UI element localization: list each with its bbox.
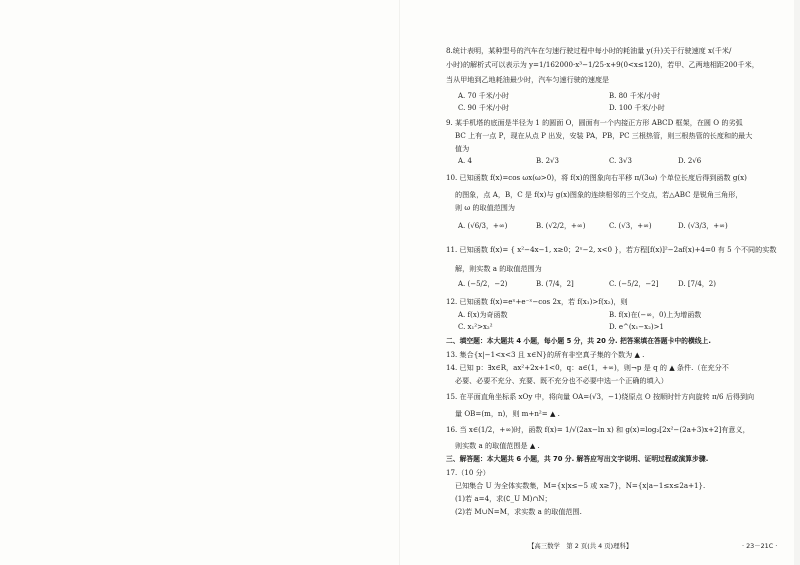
q16-line2: 则实数 a 的取值范围是 ▲ .: [455, 441, 540, 450]
q12-option-a: A. f(x)为奇函数: [458, 311, 508, 319]
q8-option-a: A. 70 千米/小时: [458, 92, 509, 100]
q12-option-b: B. f(x)在(−∞，0)上为增函数: [609, 311, 702, 319]
q17-line2: (1)若 a=4，求(∁_U M)∩N；: [455, 494, 552, 503]
q14-line2: 必要、必要不充分、充要、既不充分也不必要中选一个正确的填入）: [455, 376, 668, 385]
q10-option-c: C. (√3，+∞): [609, 222, 652, 230]
q8-line1: 8.统计表明，某种型号的汽车在匀速行驶过程中每小时的耗油量 y(升)关于行驶速度 x(千米/: [446, 46, 732, 55]
q11-line1: 11. 已知函数 f(x)= { x²−4x−1, x≥0；2ˣ−2, x<0 }，若方程[f(x)]²−2af(x)+4=0 有 5 个不同的实数: [446, 245, 777, 254]
q8-line2: 小时)的解析式可以表示为 y=1/162000·x³−1/25·x+9(0<x≤120)，若甲、乙两地相距200千米，: [446, 60, 759, 69]
q12-line1: 12. 已知函数 f(x)=eˣ+e⁻ˣ−cos 2x，若 f(x₁)>f(x₂)，则: [446, 297, 628, 306]
section3-heading: 三、解答题：本大题共 6 小题，共 70 分. 解答应写出文字说明、证明过程或演算步骤.: [446, 455, 709, 463]
q11-option-a: A. (−5/2，−2): [458, 280, 508, 288]
footer-code: · 23－21C ·: [742, 542, 778, 550]
q8-line3: 当从甲地到乙地耗油最少时，汽车匀速行驶的速度是: [446, 75, 610, 84]
page-fold: [399, 0, 400, 565]
q12-option-c: C. x₁²>x₂²: [458, 323, 493, 331]
q9-option-b: B. 2√3: [536, 157, 559, 165]
q9-option-c: C. 3√3: [609, 157, 632, 165]
q10-option-d: D. (√3/3，+∞): [678, 222, 728, 230]
q10-option-b: B. (√2/2，+∞): [536, 222, 586, 230]
section2-heading: 二、填空题：本大题共 4 小题，每小题 5 分，共 20 分. 把答案填在答题卡中的横线上.: [446, 337, 711, 345]
q10-option-a: A. (√6/3，+∞): [458, 222, 508, 230]
binding-edge: [794, 0, 800, 565]
q11-option-c: C. (−5/2，−2]: [609, 280, 659, 288]
q10-line3: 则 ω 的取值范围为: [455, 203, 515, 212]
q15-line2: 量 OB=(m，n)，则 m+n²= ▲ .: [455, 409, 560, 418]
q10-line1: 10. 已知函数 f(x)=cos ωx(ω>0)，将 f(x)的图象向右平移 π/(3ω) 个单位长度后得到函数 g(x): [446, 173, 747, 182]
q17-title: 17.（10 分）: [446, 468, 490, 477]
q17-line1: 已知集合 U 为全体实数集，M={x|x≤−5 或 x≥7}，N={x|a−1≤x≤2a+1}.: [455, 481, 706, 490]
q13-text: 13. 集合{x|−1<x<3 且 x∈N}的所有非空真子集的个数为 ▲ .: [446, 350, 645, 359]
q17-line3: (2)若 M∪N=M，求实数 a 的取值范围.: [455, 507, 582, 516]
q9-option-a: A. 4: [458, 157, 472, 165]
q8-option-b: B. 80 千米/小时: [609, 92, 661, 100]
q11-option-b: B. (7/4，2]: [536, 280, 574, 288]
q12-option-d: D. e^(x₁−x₂)>1: [609, 323, 664, 331]
footer-page-info: 【高三数学 第 2 页(共 4 页)理科】: [528, 542, 633, 550]
q9-line3: 值为: [455, 144, 470, 153]
q9-line1: 9. 某手机塔的底面是半径为 1 的圆面 O，圆面有一个内接正方形 ABCD 框架，在圆 O 的劣弧: [446, 118, 743, 127]
q11-option-d: D. [7/4，2): [678, 280, 716, 288]
q9-line2: BC 上有一点 P，现在从点 P 出发，安装 PA，PB，PC 三根热管，则三根热管的长度和的最大: [455, 131, 753, 140]
q8-option-c: C. 90 千米/小时: [458, 104, 510, 112]
q11-line2: 解，则实数 a 的取值范围为: [455, 264, 542, 273]
q8-option-d: D. 100 千米/小时: [609, 104, 665, 112]
q9-option-d: D. 2√6: [678, 157, 702, 165]
q10-line2: 的图象，点 A，B，C 是 f(x)与 g(x)图象的连续相邻的三个交点，若△ABC 是锐角三角形，: [455, 190, 743, 199]
q15-line1: 15. 在平面直角坐标系 xOy 中，将向量 OA=(√3，−1)绕原点 O 按顺时针方向旋转 π/6 后得到向: [446, 392, 755, 401]
q14-line1: 14. 已知 p：∃x∈R，ax²+2x+1<0，q：a∈(1，+∞)，则¬p 是 q 的 ▲ 条件.（在充分不: [446, 363, 729, 372]
q16-line1: 16. 当 x∈(1/2，+∞)时，函数 f(x)= 1/√(2ax−ln x) 和 g(x)=log₂[2x²−(2a+3)x+2]有意义，: [446, 425, 750, 434]
